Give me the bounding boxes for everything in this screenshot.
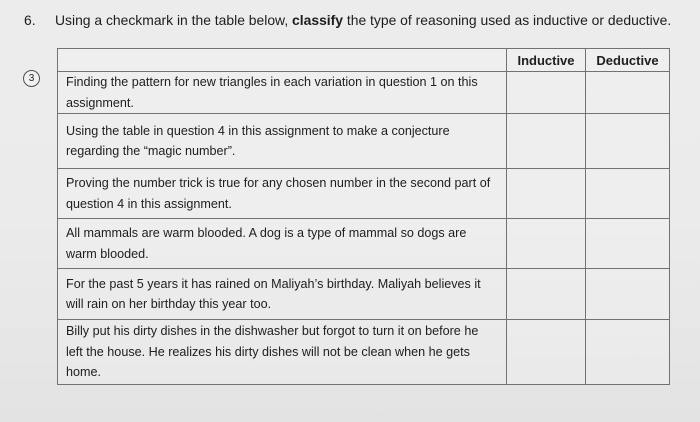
statement-cell: Finding the pattern for new triangles in each variation in question 1 on this assignment. [58, 72, 507, 114]
table-header-row [58, 49, 670, 72]
statement-cell: For the past 5 years it has rained on Maliyah’s birthday. Maliyah believes it will rain on her birthday this year too. [58, 269, 507, 320]
deductive-checkbox-cell[interactable] [586, 320, 670, 385]
table-row [58, 320, 670, 385]
question-text-emphasis: classify [292, 12, 344, 28]
statement-cell: Billy put his dirty dishes in the dishwasher but forgot to turn it on before he left the house. He realizes his dirty dishes will not be clean when he gets home. [58, 320, 507, 385]
question-text-suffix: the type of reasoning used as inductive or deductive. [343, 12, 672, 28]
points-badge: 3 [23, 70, 40, 87]
classification-table [57, 48, 670, 385]
statement-cell: All mammals are warm blooded. A dog is a type of mammal so dogs are warm blooded. [58, 219, 507, 269]
statement-cell: Proving the number trick is true for any chosen number in the second part of question 4 in this assignment. [58, 169, 507, 219]
table-row [58, 169, 670, 219]
question-text-prefix: Using a checkmark in the table below, [55, 12, 293, 28]
table-row [58, 72, 670, 114]
classification-table-wrapper [57, 48, 669, 384]
inductive-checkbox-cell[interactable] [507, 169, 586, 219]
question-number: 6. [24, 12, 36, 28]
inductive-header: Inductive [507, 49, 586, 72]
deductive-header: Deductive [586, 49, 670, 72]
inductive-checkbox-cell[interactable] [507, 219, 586, 269]
statement-cell: Using the table in question 4 in this assignment to make a conjecture regarding the “magic number”. [58, 114, 507, 169]
inductive-checkbox-cell[interactable] [507, 269, 586, 320]
table-row [58, 219, 670, 269]
question-prompt [24, 11, 684, 29]
inductive-checkbox-cell[interactable] [507, 114, 586, 169]
deductive-checkbox-cell[interactable] [586, 169, 670, 219]
inductive-checkbox-cell[interactable] [507, 72, 586, 114]
deductive-checkbox-cell[interactable] [586, 114, 670, 169]
deductive-checkbox-cell[interactable] [586, 72, 670, 114]
inductive-checkbox-cell[interactable] [507, 320, 586, 385]
table-row [58, 114, 670, 169]
table-row [58, 269, 670, 320]
statement-header-cell [58, 49, 507, 72]
deductive-checkbox-cell[interactable] [586, 219, 670, 269]
deductive-checkbox-cell[interactable] [586, 269, 670, 320]
